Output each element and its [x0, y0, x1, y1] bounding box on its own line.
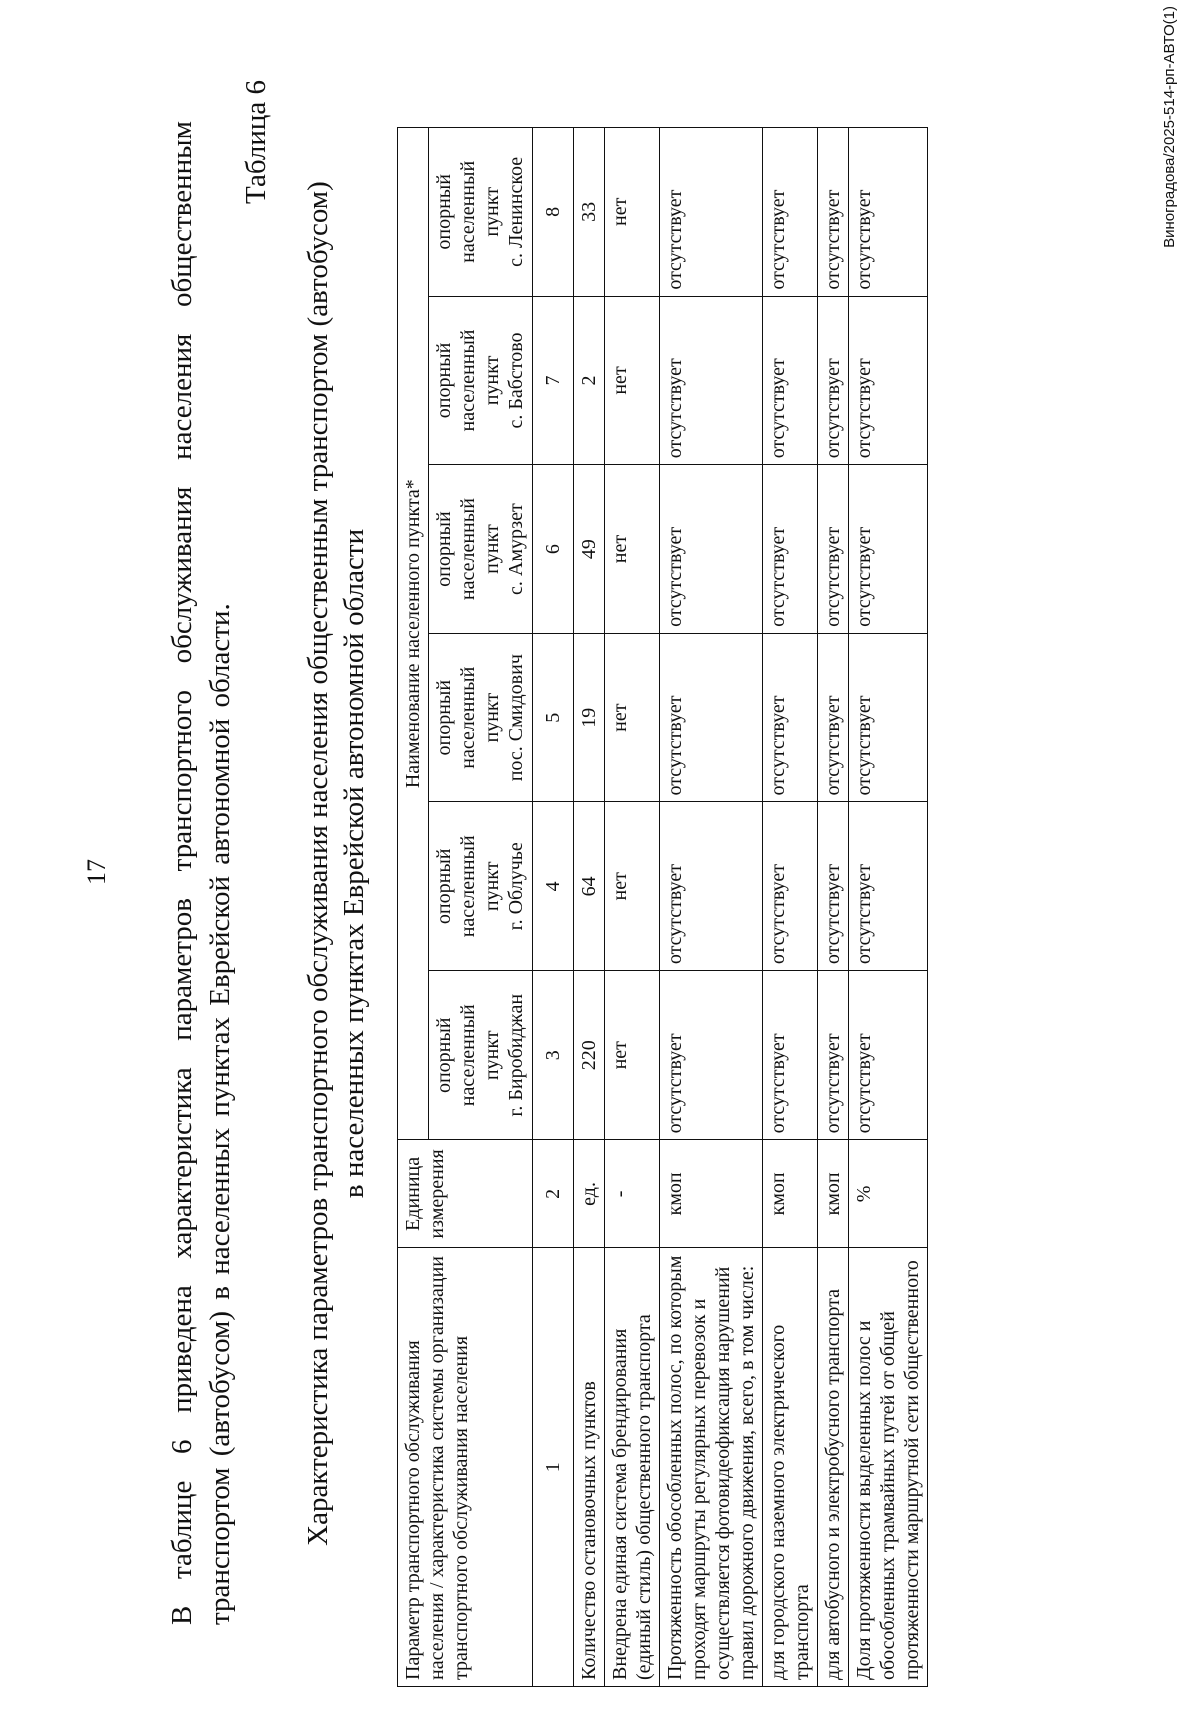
row-unit: % [849, 1140, 928, 1248]
row-unit: - [605, 1140, 660, 1248]
row-value: отсутствует [818, 296, 849, 465]
row-value: отсутствует [849, 128, 928, 297]
parameters-table [397, 127, 928, 1687]
row-value: отсутствует [763, 465, 818, 634]
settlement-line: населенный [457, 160, 479, 263]
settlement-line: населенный [457, 498, 479, 601]
row-value: нет [605, 465, 660, 634]
page-number: 17 [82, 859, 111, 885]
column-number: 5 [533, 633, 574, 802]
column-number: 2 [533, 1140, 574, 1248]
row-value: отсутствует [660, 296, 763, 465]
column-number: 1 [533, 1248, 574, 1687]
table-row [818, 128, 849, 1687]
table-row [605, 128, 660, 1687]
table-title [300, 0, 372, 1727]
column-number: 7 [533, 296, 574, 465]
settlement-name: с. Бабстово [505, 332, 527, 429]
row-parameter: Протяженность обособленных полос, по которым проходят маршруты регулярных перевозок и осуществляется фотовидеофиксация нарушений правил дорожного движения, всего, в том числе: [660, 1248, 763, 1687]
row-value: отсутствует [660, 802, 763, 971]
row-parameter: Количество остановочных пунктов [574, 1248, 605, 1687]
column-numbering-row [533, 128, 574, 1687]
row-value: 49 [574, 465, 605, 634]
table-label: Таблица 6 [240, 80, 272, 205]
row-value: отсутствует [763, 971, 818, 1140]
settlement-line: пункт [481, 1030, 503, 1081]
header-settlement [429, 296, 533, 465]
row-value: нет [605, 633, 660, 802]
row-value: 220 [574, 971, 605, 1140]
row-unit: кмоп [763, 1140, 818, 1248]
settlement-line: населенный [457, 329, 479, 432]
row-value: отсутствует [818, 465, 849, 634]
column-number: 6 [533, 465, 574, 634]
row-unit: ед. [574, 1140, 605, 1248]
settlement-line: опорный [433, 1017, 455, 1094]
header-settlement [429, 128, 533, 297]
row-value: отсутствует [763, 802, 818, 971]
intro-line-2: транспортом (автобусом) в населенных пунктах Еврейской автономной области. [204, 603, 236, 1625]
row-value: отсутствует [818, 802, 849, 971]
row-value: отсутствует [849, 633, 928, 802]
row-value: 33 [574, 128, 605, 297]
header-settlement [429, 633, 533, 802]
row-value: 2 [574, 296, 605, 465]
row-value: отсутствует [849, 802, 928, 971]
table-header-row [398, 128, 429, 1687]
table-row [763, 128, 818, 1687]
row-value: отсутствует [818, 633, 849, 802]
row-value: 19 [574, 633, 605, 802]
row-value: отсутствует [660, 128, 763, 297]
row-value: отсутствует [660, 633, 763, 802]
header-settlement [429, 465, 533, 634]
row-value: отсутствует [849, 971, 928, 1140]
document-stamp: Виноградова/2025-514-рп-АВТО(1) [1161, 6, 1178, 248]
settlement-name: с. Ленинское [505, 156, 527, 267]
header-settlement-group: Наименование населенного пункта* [398, 128, 429, 1140]
row-value: нет [605, 971, 660, 1140]
header-unit: Единица измерения [398, 1140, 533, 1248]
row-value: нет [605, 128, 660, 297]
row-value: нет [605, 802, 660, 971]
row-value: отсутствует [763, 296, 818, 465]
row-unit: кмоп [660, 1140, 763, 1248]
header-settlement [429, 971, 533, 1140]
settlement-line: пункт [481, 524, 503, 574]
table-row [574, 128, 605, 1687]
row-value: 64 [574, 802, 605, 971]
row-value: отсутствует [660, 465, 763, 634]
table-title-line-2: в населенных пунктах Еврейской автономной области [338, 528, 370, 1199]
settlement-line: пункт [481, 861, 503, 912]
column-number: 8 [533, 128, 574, 297]
row-parameter: Внедрена единая система брендирования (единый стиль) общественного транспорта [605, 1248, 660, 1687]
settlement-line: опорный [433, 511, 455, 587]
table-row [660, 128, 763, 1687]
settlement-line: пункт [481, 692, 503, 743]
row-value: отсутствует [849, 465, 928, 634]
settlement-line: опорный [433, 848, 455, 925]
row-value: отсутствует [818, 971, 849, 1140]
settlement-line: населенный [457, 1004, 479, 1107]
row-value: отсутствует [660, 971, 763, 1140]
row-value: нет [605, 296, 660, 465]
settlement-name: с. Амурзет [505, 503, 527, 595]
row-parameter: для автобусного и электробусного транспорта [818, 1248, 849, 1687]
row-value: отсутствует [763, 128, 818, 297]
header-param: Параметр транспортного обслуживания населения / характеристика системы организации транспортного обслуживания населения [398, 1248, 533, 1687]
column-number: 3 [533, 971, 574, 1140]
row-value: отсутствует [818, 128, 849, 297]
settlement-name: г. Биробиджан [505, 993, 527, 1117]
settlement-line: населенный [457, 835, 479, 938]
settlement-line: опорный [433, 342, 455, 419]
settlement-line: населенный [457, 666, 479, 769]
header-settlement [429, 802, 533, 971]
row-value: отсутствует [763, 633, 818, 802]
intro-paragraph [163, 121, 239, 1625]
row-unit: кмоп [818, 1140, 849, 1248]
intro-line-1: В таблице 6 приведена характеристика параметров транспортного обслуживания населения общественным [166, 121, 198, 1625]
settlement-line: пункт [481, 355, 503, 406]
settlement-line: пункт [481, 187, 503, 237]
table-title-line-1: Характеристика параметров транспортного обслуживания населения общественным транспортом (автобусом) [302, 181, 334, 1546]
settlement-line: опорный [433, 174, 455, 250]
row-value: отсутствует [849, 296, 928, 465]
settlement-line: опорный [433, 679, 455, 756]
row-parameter: Доля протяженности выделенных полос и обособленных трамвайных путей от общей протяженности маршрутной сети общественного [849, 1248, 928, 1687]
table-row [849, 128, 928, 1687]
row-parameter: для городского наземного электрического транспорта [763, 1248, 818, 1687]
column-number: 4 [533, 802, 574, 971]
settlement-name: г. Облучье [505, 842, 527, 931]
settlement-name: пос. Смидович [505, 654, 527, 782]
